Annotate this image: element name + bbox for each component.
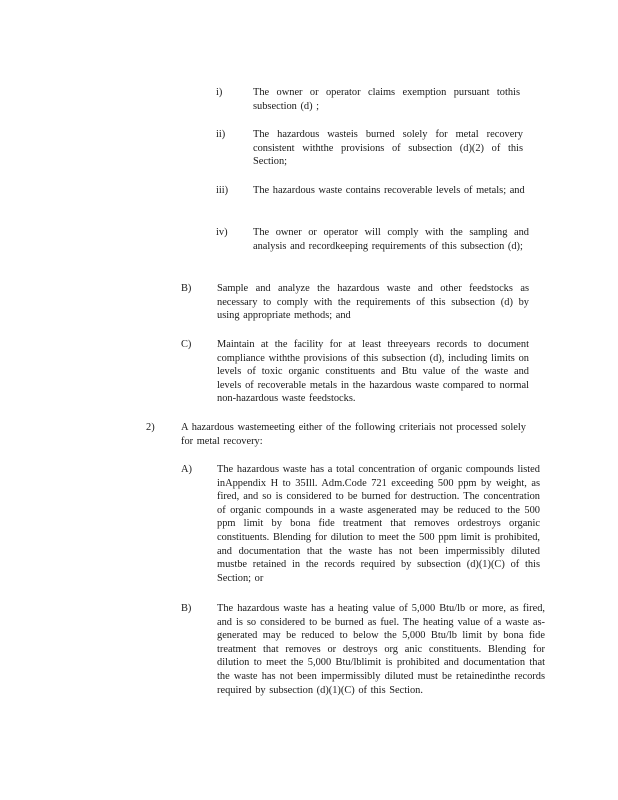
- item-label: B): [181, 283, 192, 294]
- item-label: B): [181, 603, 192, 614]
- item-text: The hazardous waste has a total concentration of organic compounds listed inAppendix H to 35Ill. Adm.Code 721 exceeding 500 ppm by weight, as fired, and so is considered to be burned for destruction. The concentration of organic compounds in a waste asgenerated may be reduced to the 500 ppm limit by bona fide treatment that removes ordestroys organic constituents. Blending for dilution to meet the 500 ppm limit is prohibited, and documentation that the waste has not been impermissibly diluted mustbe retained in the records required by subsection (d)(1)(C) of this Section; or: [217, 464, 540, 584]
- item-text: The hazardous wasteis burned solely for metal recovery consistent withthe provisions of subsection (d)(2) of this Section;: [253, 129, 523, 168]
- item-label: A): [181, 464, 192, 475]
- item-text: The hazardous waste has a heating value of 5,000 Btu/lb or more, as fired, and is so considered to be burned as fuel. The heating value of a waste as-generated may be reduced to below the 5,000 Btu/lb limit by bona fide treatment that removes or destroys org anic constituents. Blending for dilution to meet the 5,000 Btu/lblimit is prohibited and documentation that the waste has not been impermissibly diluted must be retainedinthe records required by subsection (d)(1)(C) of this Section.: [217, 603, 545, 696]
- item-text: Maintain at the facility for at least threeyears records to document compliance withthe provisions of this subsection (d), including limits on levels of toxic organic constituents and Btu value of the waste and levels of recoverable metals in the hazardous waste compared to normal non-hazardous waste feedstocks.: [217, 339, 529, 405]
- item-text: The hazardous waste contains recoverable levels of metals; and: [253, 185, 525, 196]
- item-label: ii): [216, 129, 226, 140]
- item-label: iv): [216, 227, 228, 238]
- item-text: The owner or operator claims exemption pursuant tothis subsection (d) ;: [253, 87, 520, 112]
- item-label: C): [181, 339, 192, 350]
- item-text: Sample and analyze the hazardous waste and other feedstocks as necessary to comply with the requirements of this subsection (d) by using appropriate methods; and: [217, 283, 529, 322]
- item-text: A hazardous wastemeeting either of the following criteriais not processed solely for metal recovery:: [181, 422, 526, 447]
- item-text: The owner or operator will comply with the sampling and analysis and recordkeeping requirements of this subsection (d);: [253, 227, 529, 252]
- item-label: i): [216, 87, 223, 98]
- item-label: iii): [216, 185, 229, 196]
- item-label: 2): [146, 422, 155, 433]
